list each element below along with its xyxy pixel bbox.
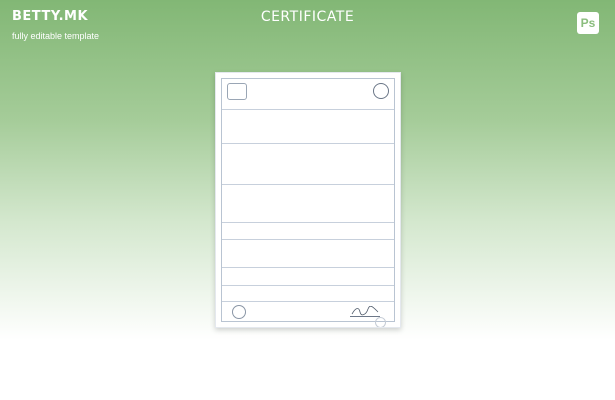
- section-divider: [222, 109, 394, 110]
- stamp-emblem: [232, 305, 246, 319]
- coat-of-arms-emblem: [227, 83, 247, 100]
- section-divider: [222, 184, 394, 185]
- section-divider: [222, 267, 394, 268]
- section-divider: [222, 285, 394, 286]
- section-divider: [222, 239, 394, 240]
- certificate-preview-image: [215, 72, 401, 328]
- certificate-border: [221, 78, 395, 322]
- page-title: CERTIFICATE: [260, 9, 355, 25]
- signature-graphic: [350, 306, 380, 317]
- section-divider: [222, 222, 394, 223]
- watermark-emblem: [375, 317, 386, 328]
- brand-tagline: fully editable template: [12, 31, 100, 41]
- section-divider: [222, 143, 394, 144]
- section-divider: [222, 301, 394, 302]
- photoshop-icon: Ps: [577, 12, 599, 34]
- round-seal-emblem: [373, 83, 389, 99]
- brand-logo: BETTY.MK: [12, 9, 89, 24]
